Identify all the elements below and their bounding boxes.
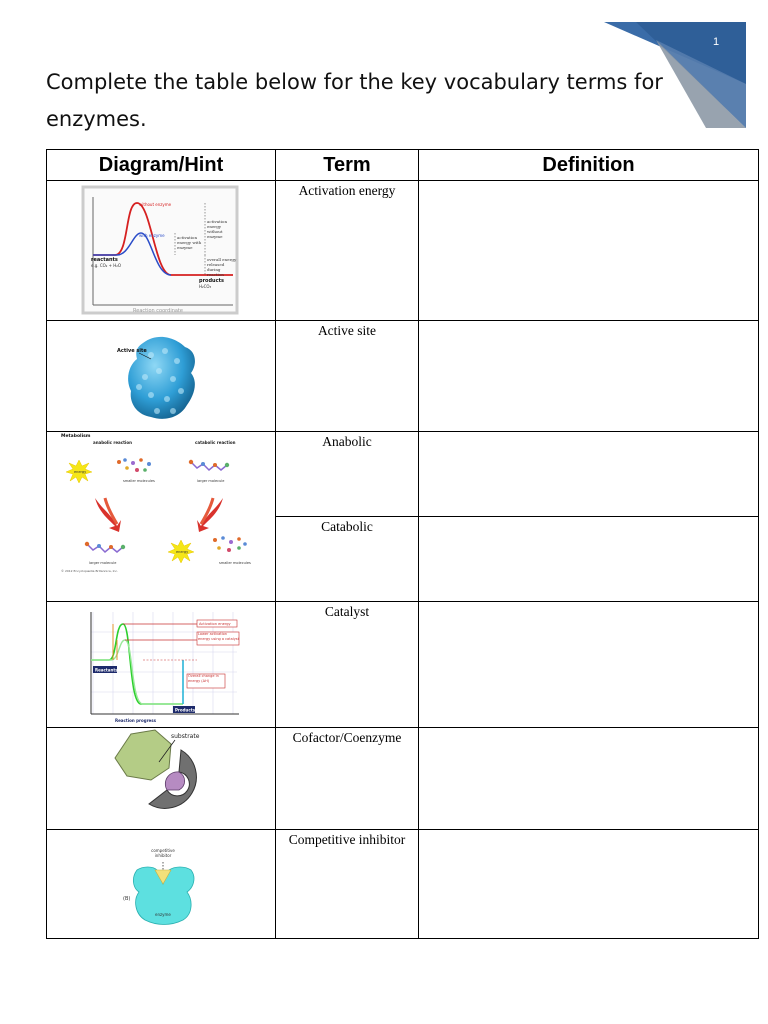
header-diagram: Diagram/Hint xyxy=(47,150,276,181)
overall-energy-label: overall energy released during reaction xyxy=(207,257,237,277)
products-label: products xyxy=(199,278,224,284)
energy-label-right: energy xyxy=(176,550,189,554)
header-term: Term xyxy=(276,150,419,181)
small-molecules-right xyxy=(213,536,247,552)
copyright-text: © 2012 Encyclopædia Britannica, Inc. xyxy=(61,569,119,573)
header-definition: Definition xyxy=(419,150,759,181)
definition-cell-catabolic[interactable] xyxy=(419,517,759,602)
table-row xyxy=(47,321,759,432)
activation-with-label: activation energy with enzyme xyxy=(177,235,202,250)
term-activation-energy: Activation energy xyxy=(298,183,396,198)
catalyst-activation-label: Activation energy xyxy=(199,622,231,626)
term-cell xyxy=(276,181,419,321)
table-row xyxy=(47,432,759,517)
products-formula: H₂CO₃ xyxy=(199,284,212,289)
reaction-progress-label: Reaction progress xyxy=(115,718,157,723)
x-axis-label: Reaction coordinate xyxy=(133,308,183,314)
hint-cell xyxy=(47,830,276,939)
term-cell xyxy=(276,321,419,432)
overall-change-label: Overall change in energy (ΔH) xyxy=(188,674,219,683)
table-row xyxy=(47,728,759,830)
definition-cell-activation-energy[interactable] xyxy=(419,181,759,321)
hint-cell xyxy=(47,602,276,728)
smaller-molecules-label-top: smaller molecules xyxy=(123,479,155,483)
lower-activation-label: Lower activation energy using a catalyst xyxy=(198,632,239,641)
table-row xyxy=(47,602,759,728)
definition-cell-active-site[interactable] xyxy=(419,321,759,432)
activation-without-label: activation energy without enzyme xyxy=(207,219,228,239)
catalyst-diagram xyxy=(47,602,276,726)
competitive-inhibitor-diagram xyxy=(47,830,276,937)
metabolism-diagram xyxy=(47,432,276,600)
hint-cell xyxy=(47,321,276,432)
smaller-molecules-label-bottom: smaller molecules xyxy=(219,561,251,565)
header-row xyxy=(47,150,759,181)
reactants-formula: e.g. CO₂ + H₂O xyxy=(91,263,122,268)
term-active-site: Active site xyxy=(317,323,377,338)
catabolic-reaction-label: catabolic reaction xyxy=(195,440,236,445)
anabolic-reaction-label: anabolic reaction xyxy=(93,440,132,445)
larger-molecule-label-top: larger molecule xyxy=(197,479,225,483)
without-enzyme-label: without enzyme xyxy=(139,202,172,207)
active-site-diagram xyxy=(47,321,276,430)
energy-label-left: energy xyxy=(74,470,87,474)
reactants-label: reactants xyxy=(91,257,118,263)
competitive-inhibitor-label: competitive inhibitor xyxy=(151,848,175,858)
vocabulary-table xyxy=(46,149,759,939)
label-b: (B) xyxy=(123,896,131,902)
term-cell xyxy=(276,432,419,517)
instruction-text: Complete the table below for the key vocabulary terms for enzymes. xyxy=(46,70,663,131)
term-cell xyxy=(276,830,419,939)
term-cell xyxy=(276,728,419,830)
term-cell xyxy=(276,517,419,602)
term-cell xyxy=(276,602,419,728)
definition-cell-competitive-inhibitor[interactable] xyxy=(419,830,759,939)
term-cofactor-coenzyme: Cofactor/Coenzyme xyxy=(292,730,402,745)
term-catalyst: Catalyst xyxy=(324,604,370,619)
activation-energy-diagram xyxy=(47,181,276,319)
hint-cell xyxy=(47,432,276,602)
substrate-label: substrate xyxy=(171,733,200,740)
term-competitive-inhibitor: Competitive inhibitor xyxy=(288,832,406,847)
active-site-label: Active site xyxy=(117,348,147,354)
with-enzyme-label: with enzyme xyxy=(139,233,165,238)
metabolism-title: Metabolism xyxy=(61,434,91,439)
reactants-badge: Reactants xyxy=(95,667,118,673)
hint-cell xyxy=(47,181,276,321)
larger-molecule-label-bottom: larger molecule xyxy=(89,561,117,565)
page-number: 1 xyxy=(712,36,720,48)
hint-cell xyxy=(47,728,276,830)
small-molecules-left xyxy=(117,458,151,472)
table-row xyxy=(47,181,759,321)
definition-cell-catalyst[interactable] xyxy=(419,602,759,728)
table-row xyxy=(47,830,759,939)
definition-cell-anabolic[interactable] xyxy=(419,432,759,517)
term-catabolic: Catabolic xyxy=(321,519,373,534)
term-anabolic: Anabolic xyxy=(322,434,372,449)
enzyme-label: enzyme xyxy=(155,912,171,917)
definition-cell-cofactor[interactable] xyxy=(419,728,759,830)
cofactor-diagram xyxy=(47,728,276,828)
products-badge: Products xyxy=(175,707,196,713)
